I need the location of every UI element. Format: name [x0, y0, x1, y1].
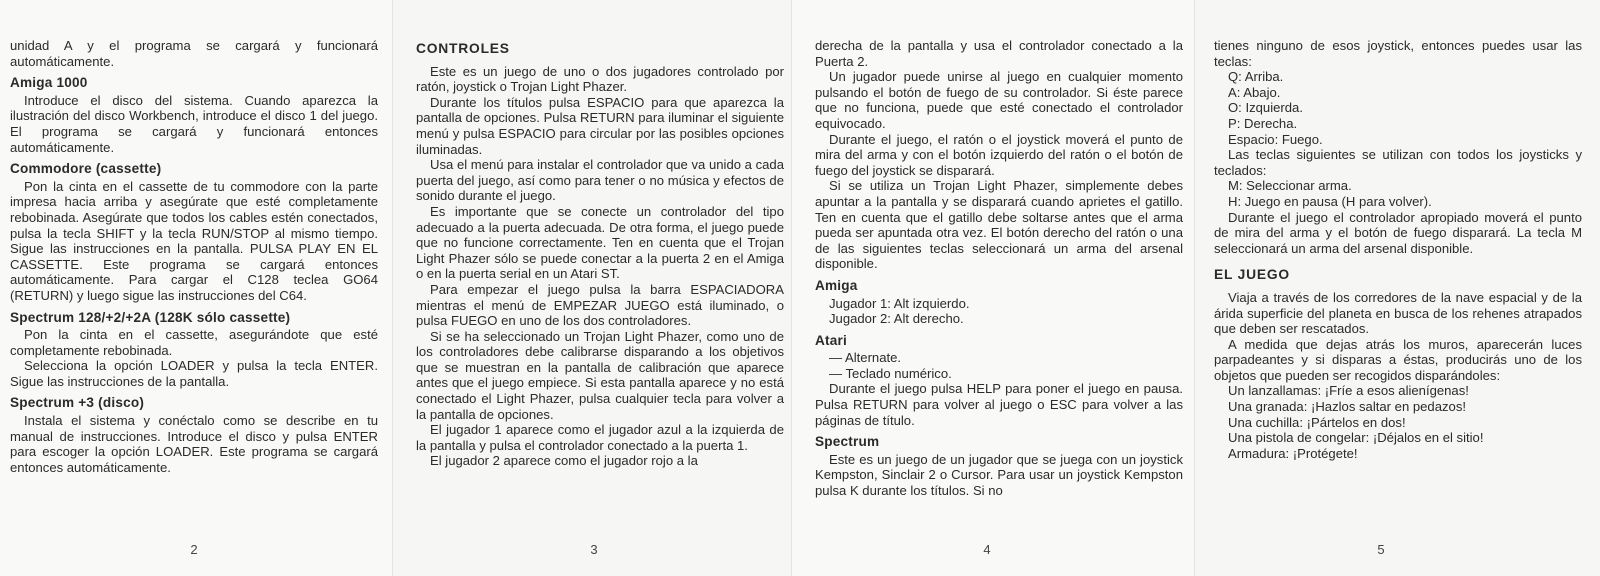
key-line: M: Seleccionar arma.	[1228, 178, 1352, 194]
key-line: O: Izquierda.	[1228, 100, 1303, 116]
paragraph: Durante el juego, el ratón o el joystick moverá el punto de mira del arma y con el botón izquierdo del ratón o el botón de fuego del joystick se disparará.	[815, 131, 1183, 178]
item-line: Un lanzallamas: ¡Fríe a esos alienígenas!	[1228, 383, 1469, 399]
key-line: P: Derecha.	[1228, 115, 1298, 131]
item-line: Una granada: ¡Hazlos saltar en pedazos!	[1228, 399, 1467, 415]
paragraph: Para empezar el juego pulsa la barra ESPACIADORA mientras el menú de EMPEZAR JUEGO está iluminado, o pulsa FUEGO en uno de los dos controladores.	[416, 281, 784, 329]
paragraph: Si se utiliza un Trojan Light Phazer, simplemente debes apuntar a la pantalla y se disparará cuando aprietes el gatillo. Ten en cuenta que el gatillo debe soltarse antes que el arma pueda ser apuntada otra vez. El botón derecho del ratón o una de las siguientes teclas seleccionará un arma del arsenal disponible.	[815, 178, 1183, 272]
paragraph: Es importante que se conecte un controlador del tipo adecuado a la puerta adecuada. De otra forma, el juego puede que no funcione correctamente. Ten en cuenta que el Trojan Light Phazer sólo se puede conectar a la puerta 2 en el Amiga o en la puerta serial en un Atari ST.	[416, 203, 784, 282]
key-line: Q: Arriba.	[1228, 69, 1284, 85]
key-line: — Teclado numérico.	[829, 365, 952, 381]
item-line: Una pistola de congelar: ¡Déjalos en el sitio!	[1228, 430, 1484, 446]
page-fold	[1194, 0, 1195, 576]
continued-text: derecha de la pantalla y usa el controlador conectado a la Puerta 2.	[815, 38, 1183, 69]
key-line: A: Abajo.	[1228, 84, 1281, 100]
item-line: Una cuchilla: ¡Pártelos en dos!	[1228, 414, 1406, 430]
section-heading-spectrum-128: Spectrum 128/+2/+2A (128K sólo cassette)	[10, 309, 291, 325]
page-3-column	[416, 38, 784, 469]
paragraph: Instala el sistema y conéctalo como se describe en tu manual de instrucciones. Introduce el disco y pulsa ENTER para escoger la opción LOADER. Este programa se cargará entonces automáticamente.	[10, 413, 378, 475]
section-heading-spectrum: Spectrum	[815, 434, 880, 450]
paragraph: Usa el menú para instalar el controlador que va unido a cada puerta del juego, así como para tener o no música y efectos de sonido durante el juego.	[416, 157, 784, 204]
paragraph: El jugador 1 aparece como el jugador azul a la izquierda de la pantalla y pulsa el controlador conectado a la puerta 1.	[416, 422, 784, 453]
paragraph: Durante el juego el controlador apropiado moverá el punto de mira del arma y el botón de fuego disparará. La tecla M seleccionará un arma del arsenal disponible.	[1214, 209, 1582, 256]
item-line: Armadura: ¡Protégete!	[1228, 445, 1358, 461]
paragraph: Introduce el disco del sistema. Cuando aparezca la ilustración del disco Workbench, introduce el disco 1 del juego. El programa se cargará y funcionará entonces automáticamente.	[10, 92, 378, 155]
paragraph: Las teclas siguientes se utilizan con todos los joysticks y teclados:	[1214, 147, 1582, 178]
section-heading-amiga-1000: Amiga 1000	[10, 75, 88, 91]
key-line: Jugador 1: Alt izquierdo.	[829, 295, 970, 311]
continued-text: unidad A y el programa se cargará y funcionará automáticamente.	[10, 38, 378, 69]
page-5	[1194, 0, 1600, 576]
continued-text: tienes ninguno de esos joystick, entonces puedes usar las teclas:	[1214, 38, 1582, 69]
page-2-column	[10, 38, 378, 475]
paragraph: Viaja a través de los corredores de la nave espacial y de la árida superficie del planeta en busca de los rehenes atrapados que deben ser rescatados.	[1214, 289, 1582, 337]
section-heading-el-juego: EL JUEGO	[1214, 267, 1290, 283]
section-heading-spectrum-3: Spectrum +3 (disco)	[10, 395, 145, 411]
page-fold	[392, 0, 393, 576]
paragraph: A medida que dejas atrás los muros, aparecerán luces parpadeantes y si disparas a éstas, producirás uno de los objetos que pueden ser recogidos disparándoles:	[1214, 336, 1582, 383]
paragraph: Pon la cinta en el cassette, asegurándote que esté completamente rebobinada.	[10, 327, 378, 358]
key-line: Jugador 2: Alt derecho.	[829, 311, 964, 327]
section-heading-amiga: Amiga	[815, 277, 858, 293]
section-heading-controles: CONTROLES	[416, 41, 510, 56]
page-5-column	[1214, 38, 1582, 461]
page-fold	[791, 0, 792, 576]
page-3	[392, 0, 791, 576]
key-line: H: Juego en pausa (H para volver).	[1228, 193, 1432, 209]
key-line: Espacio: Fuego.	[1228, 131, 1323, 147]
paragraph: Un jugador puede unirse al juego en cualquier momento pulsando el botón de fuego de su controlador. Si éste parece que no funciona, puede que esté conectado el controlador equivocado.	[815, 69, 1183, 131]
paragraph: Pon la cinta en el cassette de tu commodore con la parte impresa hacia arriba y asegúrate que esté completamente rebobinada. Asegúrate que todos los cables estén conectados, pulsa la tecla SHIFT y la tecla RUN/STOP al mismo tiempo. Sigue las instrucciones en la pantalla. PULSA PLAY EN EL CASSETTE. Este programa se cargará entonces automáticamente. Para cargar el C128 teclea GO64 (RETURN) y luego sigue las instrucciones del C64.	[10, 178, 378, 303]
paragraph: Si se ha seleccionado un Trojan Light Phazer, como uno de los controladores debe calibrarse disparando a los objetivos que se muestran en la pantalla de calibración que aparece antes que el juego empiece. Si esta pantalla aparece y no está conectado el Light Phazer, pulsa cualquier tecla para volver a la pantalla de opciones.	[416, 328, 784, 422]
page-4	[791, 0, 1194, 576]
paragraph: Selecciona la opción LOADER y pulsa la tecla ENTER. Sigue las instrucciones de la pantalla.	[10, 358, 378, 389]
section-heading-atari: Atari	[815, 332, 847, 348]
page-number: 3	[590, 542, 598, 557]
paragraph: El jugador 2 aparece como el jugador rojo a la	[430, 453, 698, 469]
page-2	[0, 0, 392, 576]
paragraph: Este es un juego de un jugador que se juega con un joystick Kempston, Sinclair 2 o Cursor. Para usar un joystick Kempston pulsa K durante los títulos. Si no	[815, 451, 1183, 499]
section-heading-commodore: Commodore (cassette)	[10, 161, 162, 177]
paragraph: Durante el juego pulsa HELP para poner el juego en pausa. Pulsa RETURN para volver al juego o ESC para volver a las páginas de título.	[815, 381, 1183, 428]
page-number: 2	[190, 542, 198, 557]
paragraph: Este es un juego de uno o dos jugadores controlado por ratón, joystick o Trojan Light Phazer.	[416, 63, 784, 95]
key-line: — Alternate.	[829, 350, 902, 366]
page-number: 4	[983, 542, 991, 557]
page-number: 5	[1377, 542, 1385, 557]
page-4-column	[815, 38, 1183, 499]
paragraph: Durante los títulos pulsa ESPACIO para que aparezca la pantalla de opciones. Pulsa RETURN para iluminar el siguiente menú y pulsa ESPACIO para circular por las posibles opciones iluminadas.	[416, 94, 784, 157]
